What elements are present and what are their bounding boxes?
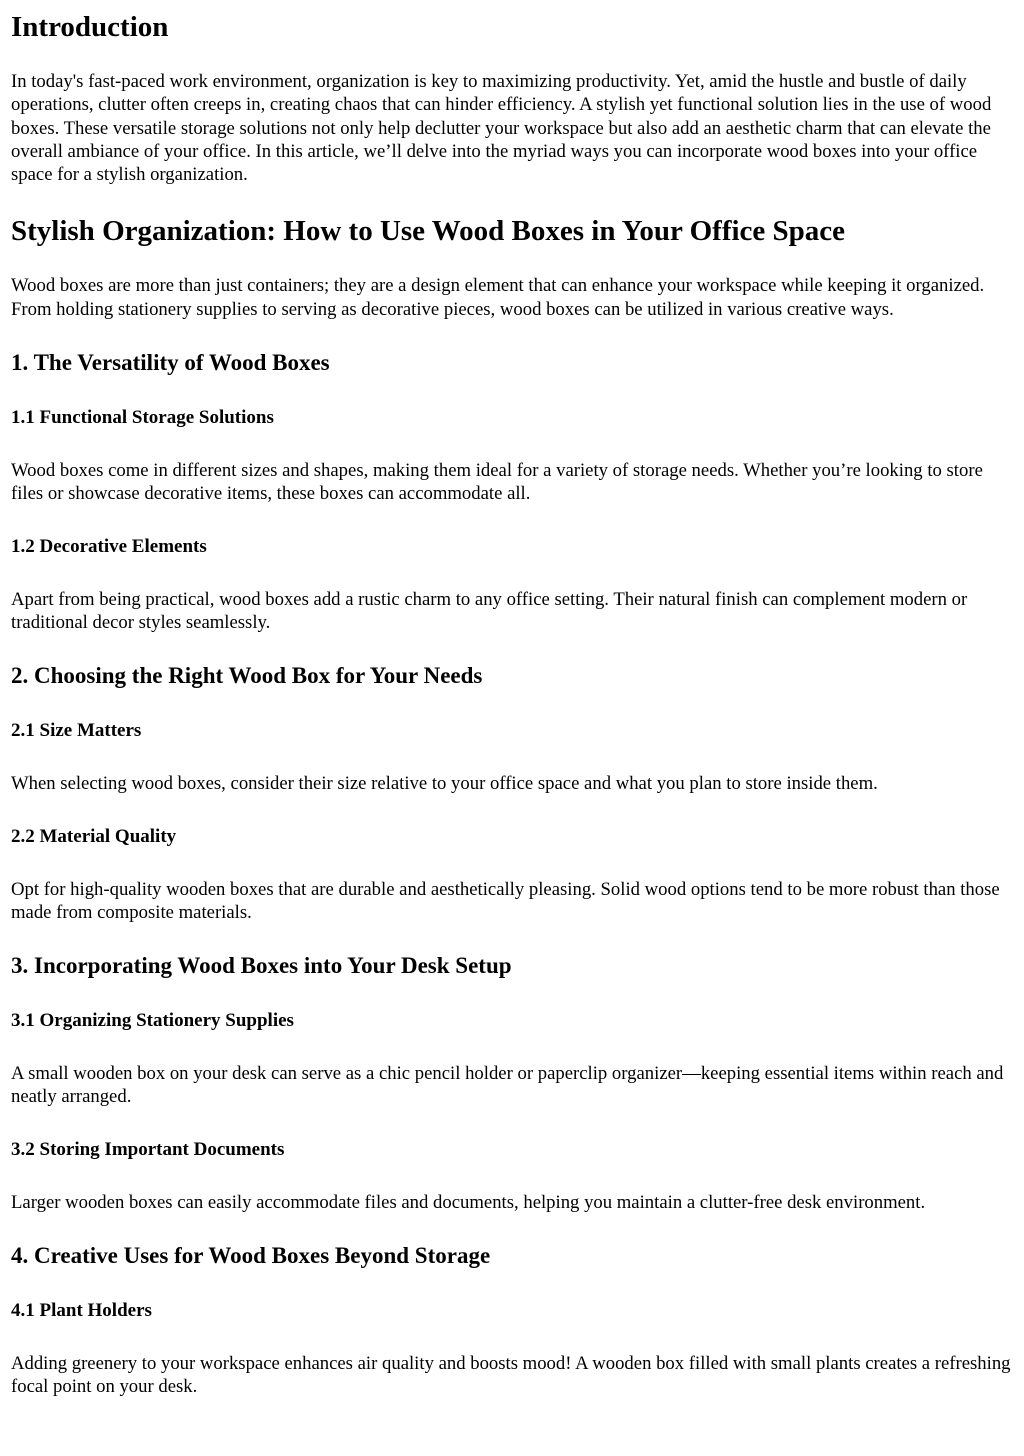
section-heading: 3. Incorporating Wood Boxes into Your Desk Setup (11, 953, 512, 979)
subsection-paragraph: A small wooden box on your desk can serve as a chic pencil holder or paperclip organizer—keeping essential items within reach and neatly arranged. (11, 1063, 1004, 1108)
subsection-paragraph: Larger wooden boxes can easily accommodate files and documents, helping you maintain a clutter-free desk environment. (11, 1191, 926, 1213)
subsection-paragraph: Opt for high-quality wooden boxes that are durable and aesthetically pleasing. Solid wood options tend to be more robust than those made from composite materials. (11, 878, 1000, 923)
introduction-heading: Introduction (11, 11, 169, 43)
article-title: Stylish Organization: How to Use Wood Boxes in Your Office Space (11, 215, 846, 248)
subsection-paragraph: When selecting wood boxes, consider their size relative to your office space and what you plan to store inside them. (11, 773, 878, 795)
subsection-paragraph: Adding greenery to your workspace enhances air quality and boosts mood! A wooden box filled with small plants creates a refreshing focal point on your desk. (11, 1353, 1011, 1398)
section-heading: 1. The Versatility of Wood Boxes (11, 350, 330, 376)
article (0, 10, 1024, 1399)
section-heading: 4. Creative Uses for Wood Boxes Beyond Storage (11, 1243, 491, 1269)
section-heading: 2. Choosing the Right Wood Box for Your Needs (11, 663, 483, 689)
subsection-paragraph: Apart from being practical, wood boxes add a rustic charm to any office setting. Their natural finish can complement modern or traditional decor styles seamlessly. (11, 588, 968, 633)
subsection-heading: 1.2 Decorative Elements (11, 535, 207, 557)
subsection-heading: 3.2 Storing Important Documents (11, 1138, 285, 1160)
subsection-paragraph: Wood boxes come in different sizes and shapes, making them ideal for a variety of storage needs. Whether you’re looking to store files or showcase decorative items, these boxes can accommodate all. (11, 460, 983, 505)
subsection-heading: 1.1 Functional Storage Solutions (11, 407, 274, 429)
introduction-paragraph: In today's fast-paced work environment, organization is key to maximizing productivity. Yet, amid the hustle and bustle of daily operations, clutter often creeps in, creating chaos that can hinder efficiency. A stylish yet functional solution lies in the use of wood boxes. These versatile storage solutions not only help declutter your workspace but also add an aesthetic charm that can elevate the overall ambiance of your office. In this article, we’ll delve into the myriad ways you can incorporate wood boxes into your office space for a stylish organization. (11, 71, 992, 186)
subsection-heading: 4.1 Plant Holders (11, 1300, 152, 1322)
subsection-heading: 2.2 Material Quality (11, 825, 177, 847)
subsection-heading: 2.1 Size Matters (11, 720, 142, 742)
article-intro-paragraph: Wood boxes are more than just containers; they are a design element that can enhance your workspace while keeping it organized. From holding stationery supplies to serving as decorative pieces, wood boxes can be utilized in various creative ways. (11, 275, 985, 320)
subsection-heading: 3.1 Organizing Stationery Supplies (11, 1010, 294, 1032)
